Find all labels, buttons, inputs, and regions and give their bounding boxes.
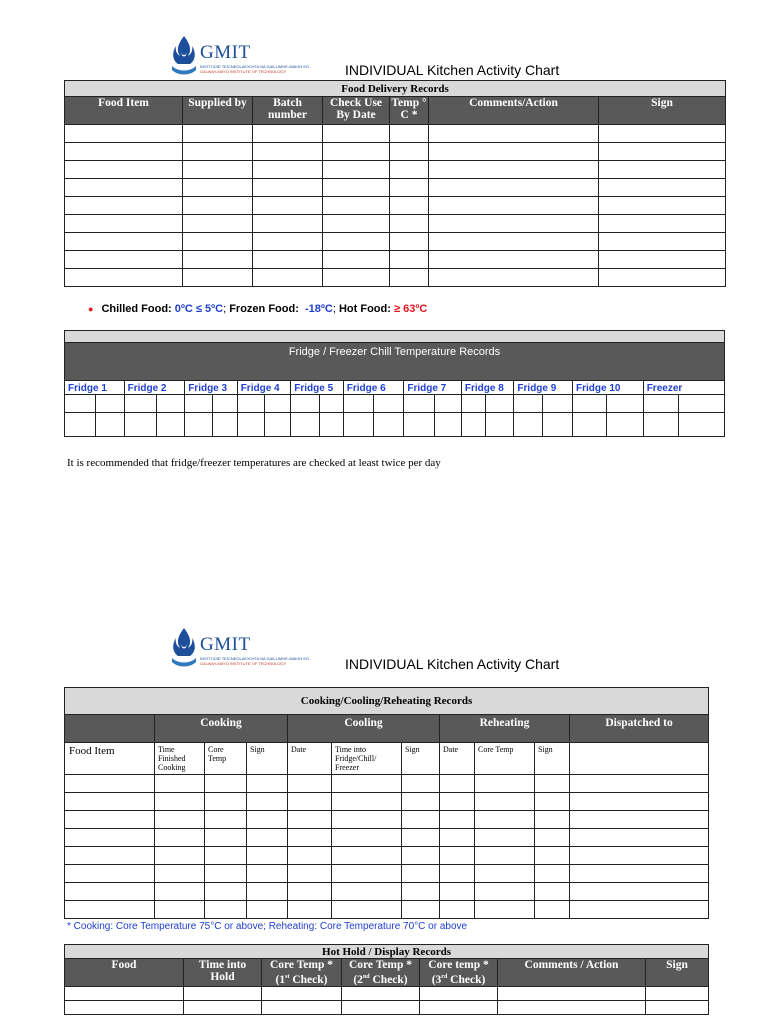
core-temp-label: Core temp *	[428, 959, 489, 971]
core-temp-label: Core Temp *	[348, 959, 413, 971]
logo-name: GMIT	[200, 42, 251, 63]
fridge-table-title: Fridge / Freezer Chill Temperature Records	[65, 343, 725, 381]
check-label: (3	[431, 973, 442, 986]
bullet-icon: ●	[88, 304, 94, 314]
col-header-core-temp-1st	[262, 959, 342, 987]
food-delivery-table	[64, 80, 726, 287]
hold-label: Hold	[210, 971, 235, 983]
col-header-reheating: Reheating	[440, 715, 570, 743]
col-header-core-temp-2nd	[342, 959, 420, 987]
col-header-fridge-5: Fridge 5	[291, 381, 344, 395]
table-row	[65, 847, 709, 865]
col-header-sign: Sign	[599, 97, 726, 125]
col-header-food-item: Food Item	[65, 743, 155, 775]
col-header-blank	[65, 715, 155, 743]
chilled-value: 0ºC ≤ 5ºC	[174, 303, 224, 315]
hot-hold-caption: Hot Hold / Display Records	[65, 945, 709, 959]
logo-subtitle-irish: INSTITIÚID TEICNEOLAÍOCHTA NA GAILLIMHE-MAIGH EO	[200, 656, 310, 661]
hot-label: Hot Food:	[338, 303, 391, 315]
ordinal-suffix: rd	[441, 974, 448, 980]
col-header-core-temp-3rd	[420, 959, 498, 987]
table-row	[65, 1001, 709, 1015]
logo-subtitle-english: GALWAY-MAYO INSTITUTE OF TECHNOLOGY	[200, 69, 287, 74]
fridge-check-note: It is recommended that fridge/freezer temperatures are checked at least twice per day	[67, 457, 441, 469]
col-header-fridge-8: Fridge 8	[461, 381, 514, 395]
separator: ;	[332, 303, 336, 315]
table-row	[65, 987, 709, 1001]
hot-value: ≥ 63ºC	[393, 303, 428, 315]
col-header-date: Date	[288, 743, 332, 775]
col-header-dispatched-to: Dispatched to	[570, 715, 709, 743]
table-row	[65, 269, 726, 287]
ordinal-suffix: st	[285, 974, 290, 980]
check-label: (1	[275, 973, 286, 986]
time-into-label: Time into	[198, 959, 247, 971]
cooking-caption: Cooking/Cooling/Reheating Records	[65, 688, 709, 715]
table-row	[65, 865, 709, 883]
table-row	[65, 197, 726, 215]
fridge-caption-bar	[65, 331, 725, 343]
table-row	[65, 775, 709, 793]
col-header-time-into-fridge: Time into Fridge/Chill/ Freezer	[332, 743, 402, 775]
table-row	[65, 179, 726, 197]
table-row	[65, 395, 725, 413]
col-header-fridge-9: Fridge 9	[514, 381, 573, 395]
table-row	[65, 901, 709, 919]
col-header-core-temp: Core Temp	[475, 743, 535, 775]
col-header-batch-number: Batch number	[253, 97, 323, 125]
table-row	[65, 143, 726, 161]
separator: ;	[223, 303, 227, 315]
frozen-value: -18ºC	[304, 303, 333, 315]
col-header-core-temp: Core Temp	[205, 743, 247, 775]
table-row	[65, 125, 726, 143]
hot-hold-display-table	[64, 944, 709, 1015]
temperature-standards	[88, 303, 427, 315]
col-header-sign: Sign	[646, 959, 709, 987]
food-delivery-caption: Food Delivery Records	[65, 81, 726, 97]
col-header-comments: Comments/Action	[429, 97, 599, 125]
col-header-fridge-10: Fridge 10	[573, 381, 644, 395]
gmit-logo	[168, 34, 308, 78]
page-title: INDIVIDUAL Kitchen Activity Chart	[345, 62, 560, 78]
page-title: INDIVIDUAL Kitchen Activity Chart	[345, 656, 560, 672]
table-row	[65, 233, 726, 251]
logo-subtitle-irish: INSTITIÚID TEICNEOLAÍOCHTA NA GAILLIMHE-MAIGH EO	[200, 64, 310, 69]
col-header-time-into-hold	[184, 959, 262, 987]
fridge-temperature-table	[64, 330, 725, 437]
col-header-fridge-6: Fridge 6	[343, 381, 404, 395]
cooking-cooling-reheating-table	[64, 687, 709, 919]
col-header-sign: Sign	[247, 743, 288, 775]
flame-logo-icon	[168, 34, 200, 78]
check-label: Check)	[289, 973, 328, 986]
table-row	[65, 829, 709, 847]
logo-subtitle-english: GALWAY-MAYO INSTITUTE OF TECHNOLOGY	[200, 661, 287, 666]
frozen-label: Frozen Food:	[229, 303, 299, 315]
col-header-food: Food	[65, 959, 184, 987]
col-header-fridge-1: Fridge 1	[65, 381, 125, 395]
core-temperature-note: * Cooking: Core Temperature 75°C or above; Reheating: Core Temperature 70°C or above	[67, 921, 468, 932]
col-header-cooling: Cooling	[288, 715, 440, 743]
core-temp-label: Core Temp *	[269, 959, 334, 971]
table-row	[65, 413, 725, 437]
check-label: Check)	[369, 973, 408, 986]
gmit-logo	[168, 626, 308, 670]
col-header-sign: Sign	[535, 743, 570, 775]
col-header-cooking: Cooking	[155, 715, 288, 743]
col-header-use-by-date: Check Use By Date	[323, 97, 390, 125]
table-row	[65, 793, 709, 811]
col-header-supplied-by: Supplied by	[183, 97, 253, 125]
col-header-date: Date	[440, 743, 475, 775]
col-header-fridge-7: Fridge 7	[404, 381, 462, 395]
col-header-sign: Sign	[402, 743, 440, 775]
table-row	[65, 161, 726, 179]
flame-logo-icon	[168, 626, 200, 670]
check-label: Check)	[447, 973, 486, 986]
col-header-freezer: Freezer	[643, 381, 724, 395]
table-row	[65, 251, 726, 269]
col-header-fridge-4: Fridge 4	[237, 381, 291, 395]
col-header-fridge-3: Fridge 3	[185, 381, 238, 395]
col-header-comments-action: Comments / Action	[498, 959, 646, 987]
ordinal-suffix: nd	[362, 974, 370, 980]
table-row	[65, 811, 709, 829]
table-row	[65, 883, 709, 901]
logo-name: GMIT	[200, 634, 251, 655]
check-label: (2	[353, 973, 363, 986]
chilled-label: Chilled Food:	[101, 303, 172, 315]
col-header-time-finished-cooking: Time Finished Cooking	[155, 743, 205, 775]
col-header-food-item: Food Item	[65, 97, 183, 125]
col-header-fridge-2: Fridge 2	[124, 381, 185, 395]
table-row	[65, 215, 726, 233]
col-header-temp: Temp ° C *	[390, 97, 429, 125]
